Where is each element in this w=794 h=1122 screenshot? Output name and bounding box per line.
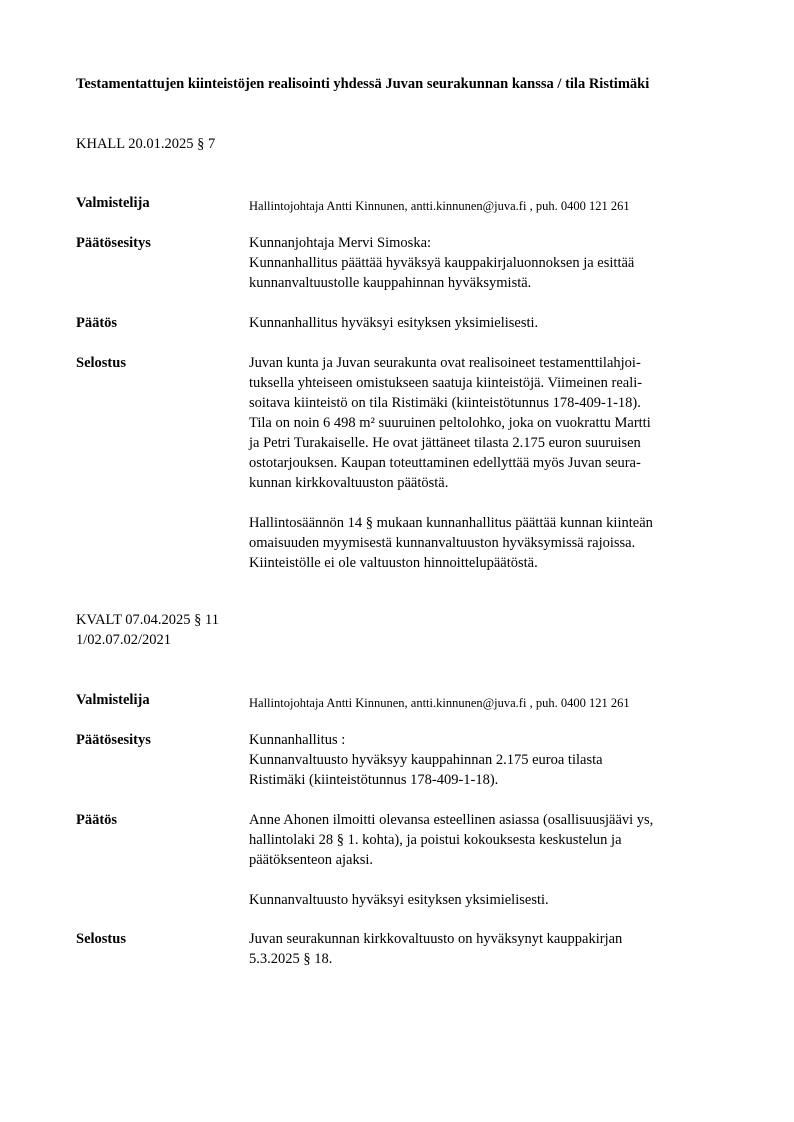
text-line: hallintolaki 28 § 1. kohta), ja poistui kokouksesta keskustelun ja [249,832,622,848]
text-line: kunnan kirkkovaltuuston päätöstä. [249,475,449,491]
paragraph: Kunnanvaltuusto hyväksyi esityksen yksimielisesti. [249,892,549,908]
text-line: Kunnanhallitus : [249,732,346,748]
paragraph [249,513,739,573]
text-line: soitava kiinteistö on tila Ristimäki (kiinteistötunnus 178-409-1-18). [249,395,641,411]
kvalt-diary-number: 1/02.07.02/2021 [76,632,172,648]
kvalt-paatosesitys-label: Päätösesitys [76,732,151,748]
khall-valmistelija-label: Valmistelija [76,195,150,211]
khall-paatosesitys-label: Päätösesitys [76,235,151,251]
kvalt-selostus-text [249,929,739,969]
text-line: päätöksenteon ajaksi. [249,852,374,868]
kvalt-valmistelija-text: Hallintojohtaja Antti Kinnunen, antti.kinnunen@juva.fi , puh. 0400 121 261 [249,696,630,710]
text-line: Kiinteistölle ei ole valtuuston hinnoittelupäätöstä. [249,555,538,571]
text-line: Kunnanhallitus päättää hyväksyä kauppakirjaluonnoksen ja esittää [249,255,635,271]
text-line: Ristimäki (kiinteistötunnus 178-409-1-18). [249,772,499,788]
text-line: ostotarjouksen. Kaupan toteuttaminen edellyttää myös Juvan seura- [249,455,641,471]
text-line: Juvan kunta ja Juvan seurakunta ovat realisoineet testamenttilahjoi- [249,355,641,371]
khall-paatos-label: Päätös [76,315,118,331]
kvalt-selostus-label: Selostus [76,931,126,947]
kvalt-paatos-label: Päätös [76,812,118,828]
kvalt-paatosesitys-text [249,730,739,790]
kvalt-valmistelija-label: Valmistelija [76,692,150,708]
kvalt-paatos-text [249,810,739,910]
paragraph [249,810,739,870]
text-line: omaisuuden myymisestä kunnanvaltuuston hyväksymissä rajoissa. [249,535,636,551]
paragraph [249,353,739,493]
text-line: Tila on noin 6 498 m² suuruinen peltolohko, joka on vuokrattu Martti [249,415,651,431]
text-line: Juvan seurakunnan kirkkovaltuusto on hyväksynyt kauppakirjan [249,931,623,947]
text-line: tuksella yhteiseen omistukseen saatuja kiinteistöjä. Viimeinen reali- [249,375,643,391]
khall-paatosesitys-text [249,233,739,293]
document-title: Testamentattujen kiinteistöjen realisointi yhdessä Juvan seurakunnan kanssa / tila Ristimäki [76,76,650,92]
text-line: Hallintosäännön 14 § mukaan kunnanhallitus päättää kunnan kiinteän [249,515,653,531]
text-line: kunnanvaltuustolle kauppahinnan hyväksymistä. [249,275,532,291]
text-line: Kunnanvaltuusto hyväksyy kauppahinnan 2.175 euroa tilasta [249,752,603,768]
khall-selostus-label: Selostus [76,355,126,371]
text-line: 5.3.2025 § 18. [249,951,333,967]
text-line: Anne Ahonen ilmoitti olevansa esteellinen asiassa (osallisuusjäävi ys, [249,812,654,828]
text-line: ja Petri Turakaiselle. He ovat jättäneet tilasta 2.175 euron suuruisen [249,435,641,451]
text-line: Kunnanjohtaja Mervi Simoska: [249,235,432,251]
kvalt-meeting-reference: KVALT 07.04.2025 § 11 [76,612,220,628]
khall-paatos-text: Kunnanhallitus hyväksyi esityksen yksimielisesti. [249,315,539,331]
khall-selostus-text [249,353,739,573]
khall-valmistelija-text: Hallintojohtaja Antti Kinnunen, antti.kinnunen@juva.fi , puh. 0400 121 261 [249,199,630,213]
khall-meeting-reference: KHALL 20.01.2025 § 7 [76,136,216,152]
